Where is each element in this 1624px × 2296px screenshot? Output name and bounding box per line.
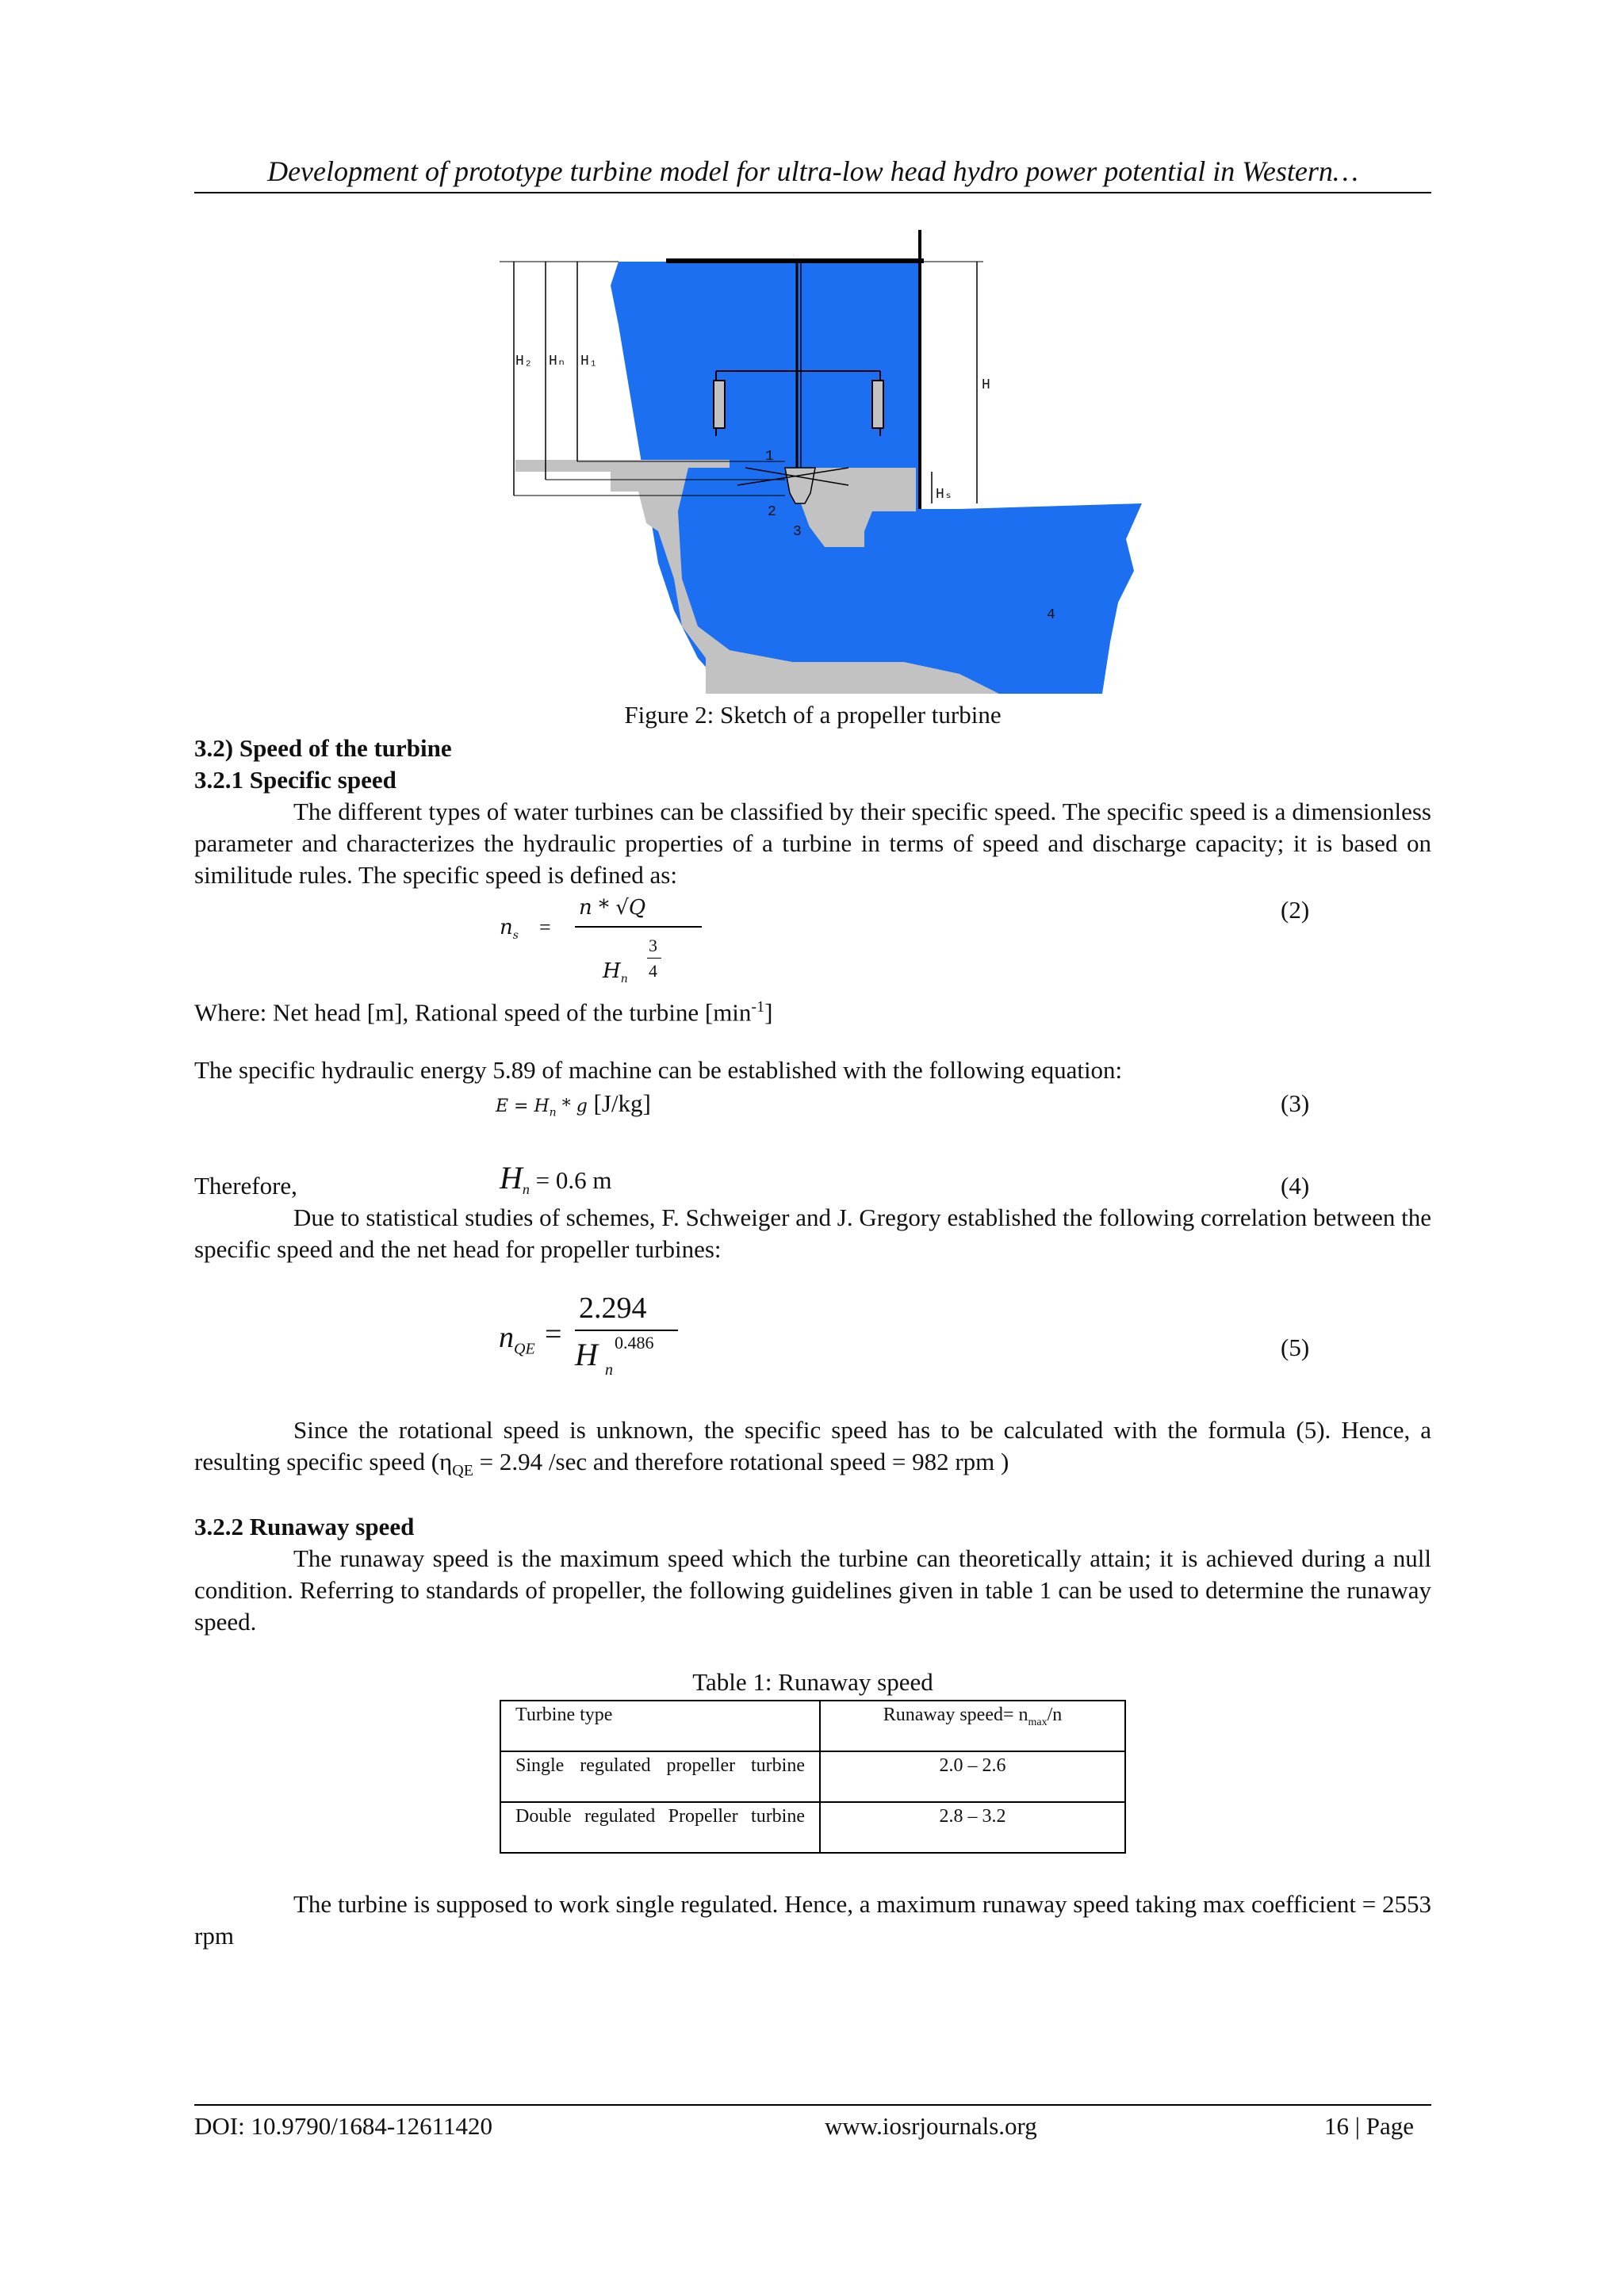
paragraph-rotational-speed: Since the rotational speed is unknown, the specific speed has to be calculated with the formula (5). Hence, a resulting specific speed ($\eta_{QE} = 2.94$ /sec and therefore rotational speed = 982 rpm ) xyxy=(194,1416,1431,1480)
top-plate xyxy=(666,258,924,263)
section-heading: 3.2) Speed of the turbine xyxy=(194,734,452,762)
figure-caption: Figure 2: Sketch of a propeller turbine xyxy=(624,701,1002,729)
label-h: H xyxy=(982,377,990,393)
equation-4: $H_n = 0.6$ m xyxy=(500,1160,612,1198)
where-line: Where: Net head [m], Rational speed of the turbine $[\min^{-1}]$ xyxy=(194,998,773,1027)
runaway-speed-table xyxy=(500,1700,1126,1854)
table-header-row xyxy=(500,1701,1125,1751)
table-cell-value: 2.0 – 2.6 xyxy=(820,1751,1125,1802)
paragraph-correlation: Due to statistical studies of schemes, F. Schweiger and J. Gregory established the following correlation between the specific speed and the net head for propeller turbines: xyxy=(194,1203,1431,1263)
table-caption: Table 1: Runaway speed xyxy=(692,1668,933,1696)
paragraph-runaway-speed: The runaway speed is the maximum speed which the turbine can theoretically attain; it is achieved during a null condition. Referring to standards of propeller, the following guidelines given in table 1 can be used to determine the runaway speed. xyxy=(194,1544,1431,1636)
equation-5: $n_{QE}$ = 2.294 H n 0.486 xyxy=(496,1288,686,1383)
running-header: Development of prototype turbine model for ultra-low head hydro power potential in Western… xyxy=(194,151,1431,193)
paragraph-max-runaway: The turbine is supposed to work single regulated. Hence, a maximum runaway speed taking max coefficient = 2553 rpm xyxy=(194,1890,1431,1950)
equation-4-number: (4) xyxy=(1281,1172,1310,1200)
table-cell-type: Double regulated Propeller turbine xyxy=(500,1802,820,1853)
subsection-runaway-speed: 3.2.2 Runaway speed xyxy=(194,1513,415,1540)
label-hs: Hₛ xyxy=(936,487,953,503)
label-hn: Hₙ xyxy=(549,354,566,369)
paragraph-hydraulic-energy: The specific hydraulic energy 5.89 of machine can be established with the following equation: xyxy=(194,1056,1123,1084)
table-header-runaway-speed: Runaway speed= $n_{max}/n$ xyxy=(820,1701,1125,1751)
subsection-specific-speed: 3.2.1 Specific speed xyxy=(194,766,396,794)
equation-3: $E = H_n * g$ [J/kg] xyxy=(496,1089,651,1119)
equation-2-number: (2) xyxy=(1281,896,1310,924)
guide-vane-left xyxy=(714,381,725,428)
footer-site[interactable]: www.iosrjournals.org xyxy=(825,2112,1037,2140)
label-point-2: 2 xyxy=(768,504,776,520)
guide-vane-right xyxy=(872,381,883,428)
propeller-turbine-sketch xyxy=(492,230,1142,699)
label-point-3: 3 xyxy=(793,524,802,540)
table-cell-value: 2.8 – 3.2 xyxy=(820,1802,1125,1853)
label-point-4: 4 xyxy=(1047,607,1055,623)
equation-3-number: (3) xyxy=(1281,1089,1310,1117)
footer-divider xyxy=(194,2104,1431,2106)
table-cell-type: Single regulated propeller turbine xyxy=(500,1751,820,1802)
equation-2: $n_s$ = n * √Q $H_n$ 3 4 xyxy=(492,896,714,991)
label-h1: H₁ xyxy=(580,354,598,369)
therefore-label: Therefore, xyxy=(194,1172,297,1200)
label-h2: H₂ xyxy=(515,354,533,369)
label-point-1: 1 xyxy=(765,449,774,465)
footer-page-number: 16 | Page xyxy=(1324,2112,1414,2140)
paragraph-specific-speed: The different types of water turbines can be classified by their specific speed. The specific speed is a dimensionless parameter and characterizes the hydraulic properties of a turbine in terms of speed and discharge capacity; it is based on similitude rules. The specific speed is defined as: xyxy=(194,798,1431,889)
equation-5-number: (5) xyxy=(1281,1334,1310,1361)
table-row xyxy=(500,1802,1125,1853)
footer-doi: DOI: 10.9790/1684-12611420 xyxy=(194,2112,492,2140)
table-row xyxy=(500,1751,1125,1802)
table-header-turbine-type: Turbine type xyxy=(500,1701,820,1751)
